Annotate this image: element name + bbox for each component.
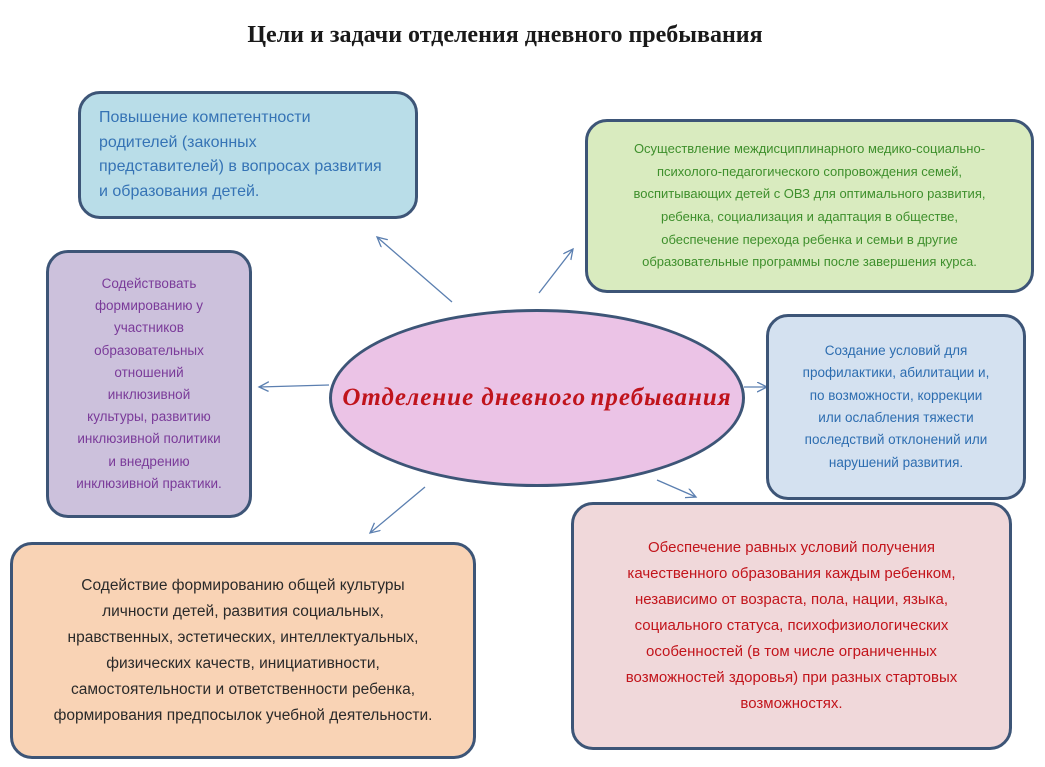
page-title: Цели и задачи отделения дневного пребывания [247,22,763,48]
box-line: Содействие формированию общей культуры [81,576,405,594]
arrow-to-bottom-right [657,480,696,497]
box-line: возможностей здоровья) при разных стартовых [625,669,958,686]
goal-box-parents-competence [78,91,418,219]
box-line: или ослабления тяжести [818,410,974,425]
goal-box-general-culture [10,542,476,759]
box-line: возможностях. [740,695,843,712]
goal-box-inclusive-culture [46,250,252,518]
center-title-line: Отделение дневного [342,384,587,411]
box-line: образовательных [94,342,204,358]
box-line: участников [114,320,184,336]
arrow-to-bottom-left [370,487,425,533]
box-line: самостоятельности и ответственности ребенка, [71,680,415,698]
box-line: физических качеств, инициативности, [106,654,380,672]
box-line: Создание условий для [824,342,968,358]
box-line: психолого-педагогического сопровождения семей, [656,163,962,179]
box-line: Содействовать [101,275,197,291]
box-line: профилактики, абилитации и, [802,365,990,381]
box-line: родителей (законных [99,133,257,151]
box-line: ребенка, социализация и адаптация в обществе, [660,209,959,224]
box-line: инклюзивной политики [77,431,221,447]
box-line: отношений [114,364,184,380]
box-line: социального статуса, психофизиологических [634,617,949,634]
box-line: нравственных, эстетических, интеллектуальных, [67,628,419,646]
arrow-to-top-left [377,237,452,302]
box-line: формированию у [94,298,204,314]
box-line: воспитывающих детей с ОВЗ для оптимального развития, [633,186,986,202]
box-line: особенностей (в том числе ограниченных [646,643,937,660]
center-title-line: пребывания [590,384,732,411]
box-line: качественного образования каждым ребенком, [627,565,956,582]
box-line: образовательные программы после завершения курса. [642,254,977,270]
box-line: культуры, развитию [87,409,211,425]
arrow-to-left [259,385,329,387]
center-ellipse [329,309,745,487]
goal-box-interdisciplinary-support [585,119,1034,293]
box-line: Повышение компетентности [99,109,311,126]
box-line: Осуществление междисциплинарного медико-социально- [633,140,986,156]
box-line: инклюзивной практики. [76,475,222,491]
box-line: и образования детей. [99,182,260,200]
arrow-to-top-right [539,249,573,293]
box-line: формирования предпосылок учебной деятельности. [53,706,433,724]
box-line: по возможности, коррекции [809,387,983,403]
box-line: последствий отклонений или [804,432,988,448]
goal-box-prevention-habilitation [766,314,1026,500]
box-line: Обеспечение равных условий получения [648,539,935,556]
box-line: независимо от возраста, пола, нации, языка, [634,591,949,608]
box-line: представителей) в вопросах развития [99,158,382,175]
box-line: инклюзивной [107,387,191,402]
box-line: и внедрению [108,453,190,469]
goal-box-equal-conditions [571,502,1012,750]
box-line: обеспечение перехода ребенка и семьи в другие [661,231,958,247]
box-line: нарушений развития. [828,454,964,470]
box-line: личности детей, развития социальных, [102,602,384,620]
